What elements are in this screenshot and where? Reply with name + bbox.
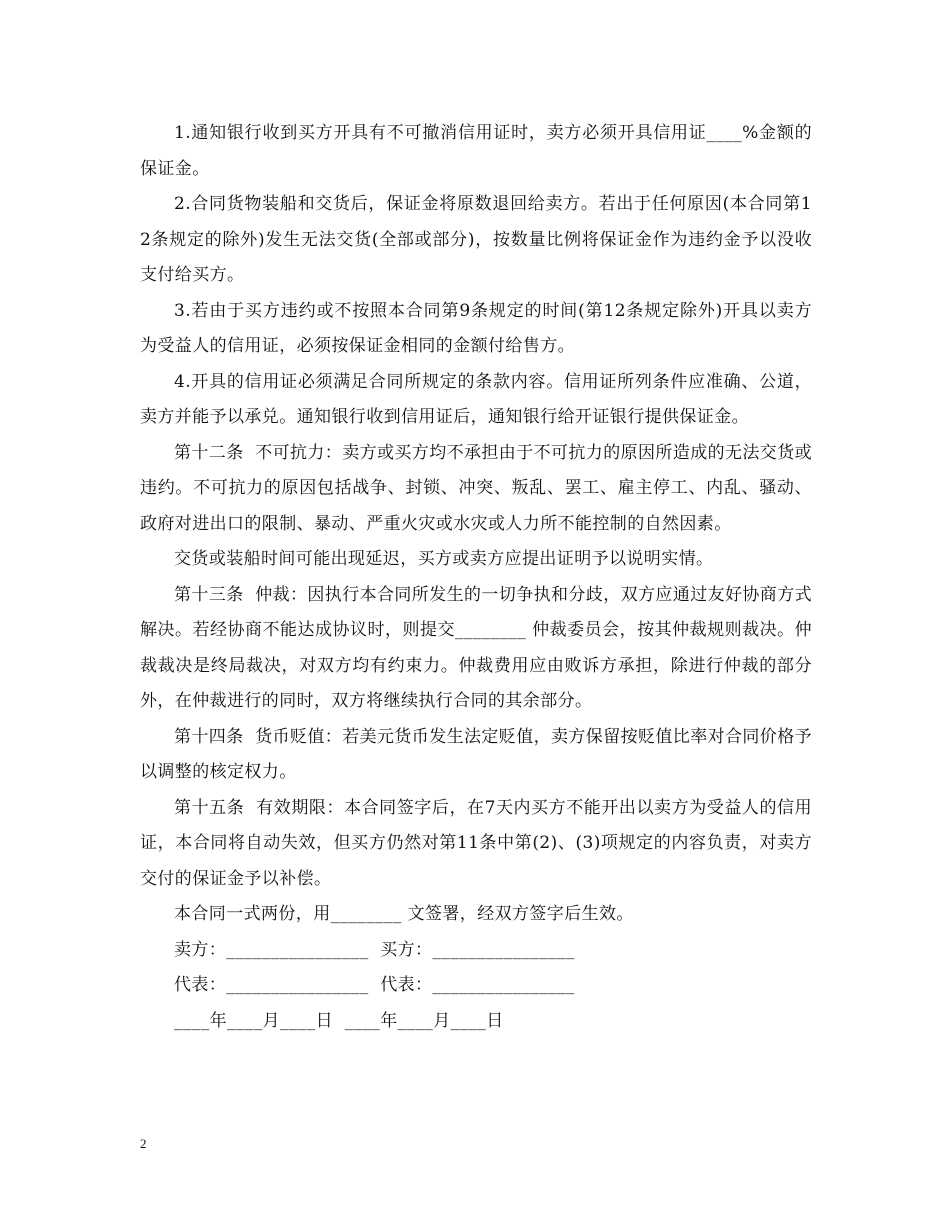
signature-dates: ____年____月____日 ____年____月____日: [174, 1010, 504, 1031]
article-13-arbitration: 第十三条 仲裁：因执行本合同所发生的一切争执和分歧，双方应通过友好协商方式解决。若经协商不能达成协议时，则提交________ 仲裁委员会，按其仲裁规则裁决。仲裁裁决是终局裁决，对双方均有约束力。仲裁费用应由败诉方承担，除进行仲裁的部分外，在仲裁进行的同时，双方将继续执行合同的其余部分。: [140, 584, 813, 711]
article-15-validity: 第十五条 有效期限：本合同签字后，在7天内买方不能开出以卖方为受益人的信用证，本合同将自动失效，但买方仍然对第11条中第(2)、(3)项规定的内容负责，对卖方交付的保证金予以补偿。: [140, 797, 812, 889]
clause-delay-notice: 交货或装船时间可能出现延迟，买方或卖方应提出证明予以说明实情。: [174, 549, 714, 569]
article-12-force-majeure: 第十二条 不可抗力：卖方或买方均不承担由于不可抗力的原因所造成的无法交货或违约。不可抗力的原因包括战争、封锁、冲突、叛乱、罢工、雇主停工、内乱、骚动、政府对进出口的限制、暴动、严重火灾或水灾或人力所不能控制的自然因素。: [140, 442, 813, 534]
article-14-currency: 第十四条 货币贬值：若美元货币发生法定贬值，卖方保留按贬值比率对合同价格予以调整的核定权力。: [140, 726, 813, 782]
document-body: [140, 116, 812, 1039]
clause-copies: 本合同一式两份，用________ 文签署，经双方签字后生效。: [174, 904, 634, 924]
clause-notice-bank-deposit: 1.通知银行收到买方开具有不可撤消信用证时，卖方必须开具信用证____%金额的保证金。: [140, 123, 812, 179]
signature-parties: 卖方：________________ 买方：________________: [174, 939, 575, 960]
signature-representatives: 代表：________________ 代表：________________: [174, 975, 575, 995]
page-number: 2: [140, 1136, 147, 1151]
clause-deposit-return: 2.合同货物装船和交货后，保证金将原数退回给卖方。若出于任何原因(本合同第12条规定的除外)发生无法交货(全部或部分)，按数量比例将保证金作为违约金予以没收支付给买方。: [140, 194, 812, 285]
clause-credit-terms: 4.开具的信用证必须满足合同所规定的条款内容。信用证所列条件应准确、公道，卖方并能予以承兑。通知银行收到信用证后，通知银行给开证银行提供保证金。: [140, 371, 812, 427]
clause-buyer-breach: 3.若由于买方违约或不按照本合同第9条规定的时间(第12条规定除外)开具以卖方为受益人的信用证，必须按保证金相同的金额付给售方。: [140, 300, 812, 356]
